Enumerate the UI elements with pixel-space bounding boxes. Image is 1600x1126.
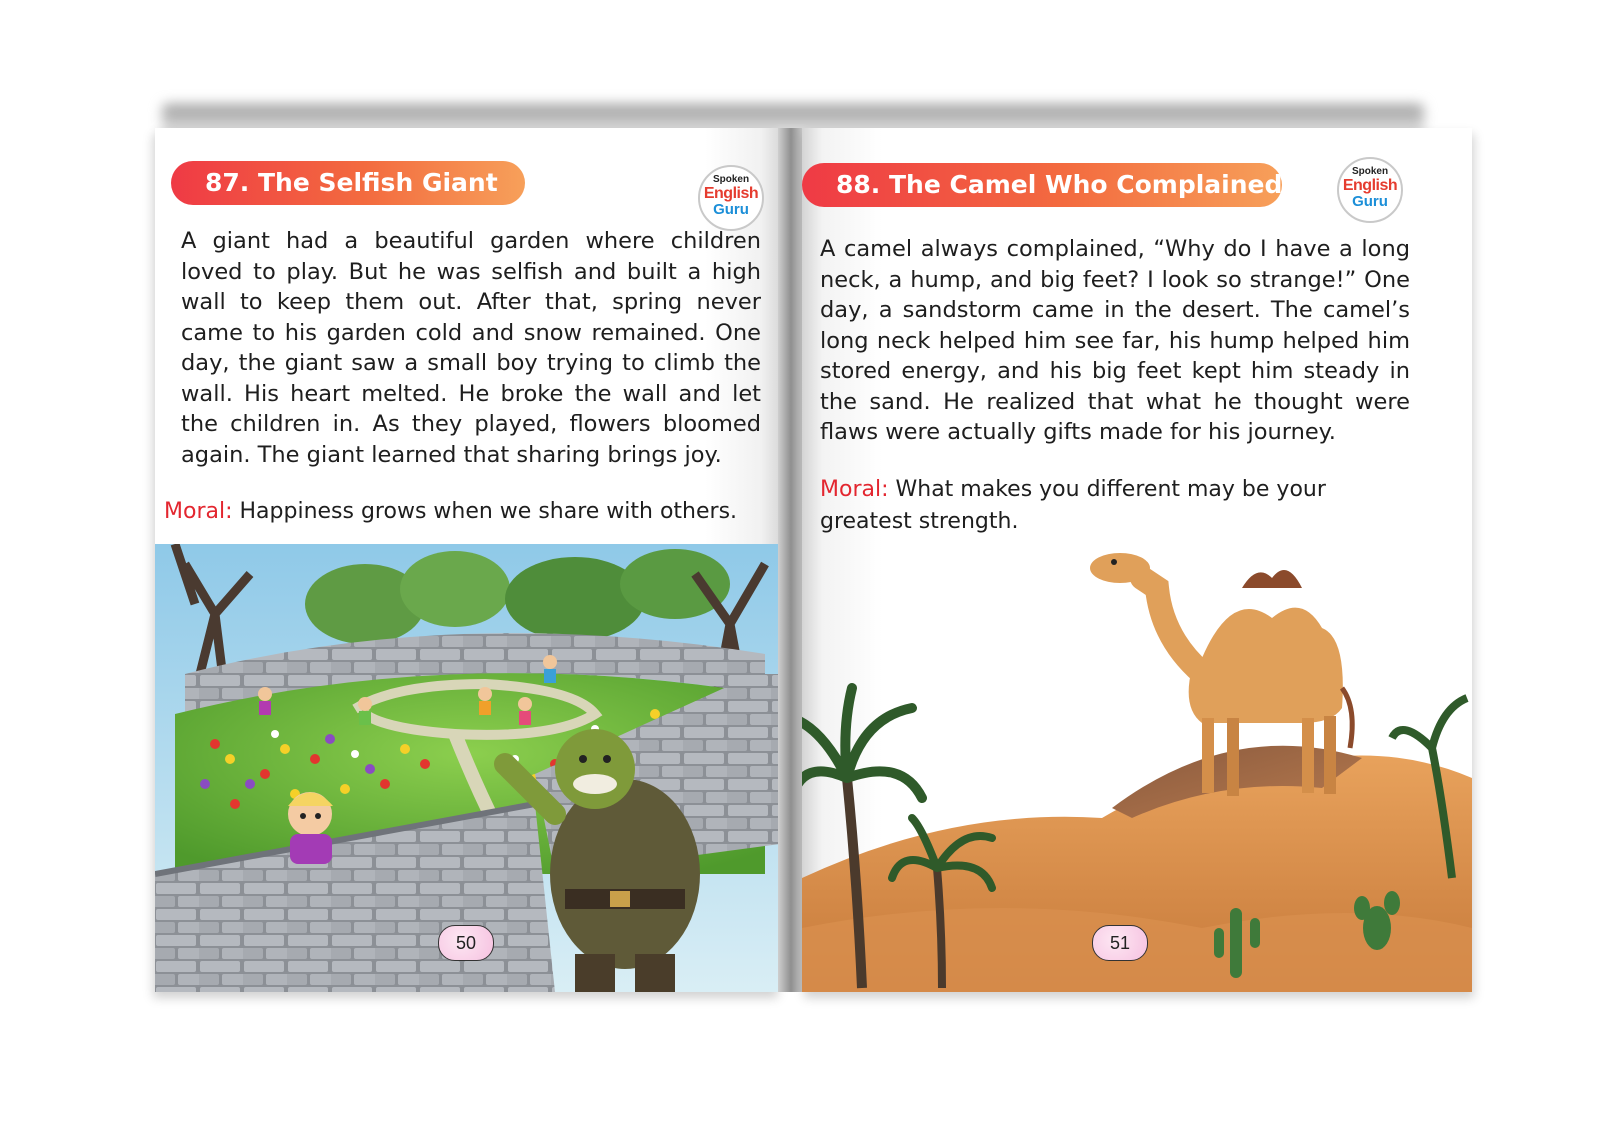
logo-line-1: Spoken — [1351, 166, 1389, 177]
logo-line-3: Guru — [713, 201, 749, 218]
page-number: 50 — [438, 925, 494, 961]
logo-line-1: Spoken — [712, 174, 750, 185]
logo-line-2: English — [1342, 177, 1398, 194]
moral-line — [820, 474, 1380, 538]
logo-line-3: Guru — [1352, 193, 1388, 210]
moral-label: Moral: — [820, 477, 889, 502]
story-text: A giant had a beautiful garden where children loved to play. But he was selfish and built a high wall to keep them out. After that, spring never came to his garden cold and snow remained. One day, the giant saw a small boy trying to climb the wall. His heart melted. He broke the wall and let the children in. As they played, flowers bloomed again. The giant learned that sharing brings joy. — [181, 228, 761, 468]
spoken-english-guru-logo — [698, 165, 764, 231]
moral-text: What makes you different may be your greatest strength. — [820, 477, 1326, 534]
book-spine — [778, 128, 804, 992]
logo-line-2: English — [703, 185, 759, 202]
moral-line — [164, 496, 774, 528]
moral-text: Happiness grows when we share with others. — [239, 499, 738, 524]
story-title: 88. The Camel Who Complained — [802, 163, 1282, 207]
story-text: A camel always complained, “Why do I have a long neck, a hump, and big feet? I look so strange!” One day, a sandstorm came in the desert. The camel’s long neck helped him see far, his hump helped him stored energy, and his big feet kept him steady in the sand. He realized that what he thought were flaws were actually gifts made for his journey. — [820, 236, 1410, 445]
story-title: 87. The Selfish Giant — [171, 161, 525, 205]
right-page — [802, 128, 1472, 992]
page-number: 51 — [1092, 925, 1148, 961]
moral-label: Moral: — [164, 499, 233, 524]
left-page — [155, 128, 780, 992]
spoken-english-guru-logo — [1337, 157, 1403, 223]
